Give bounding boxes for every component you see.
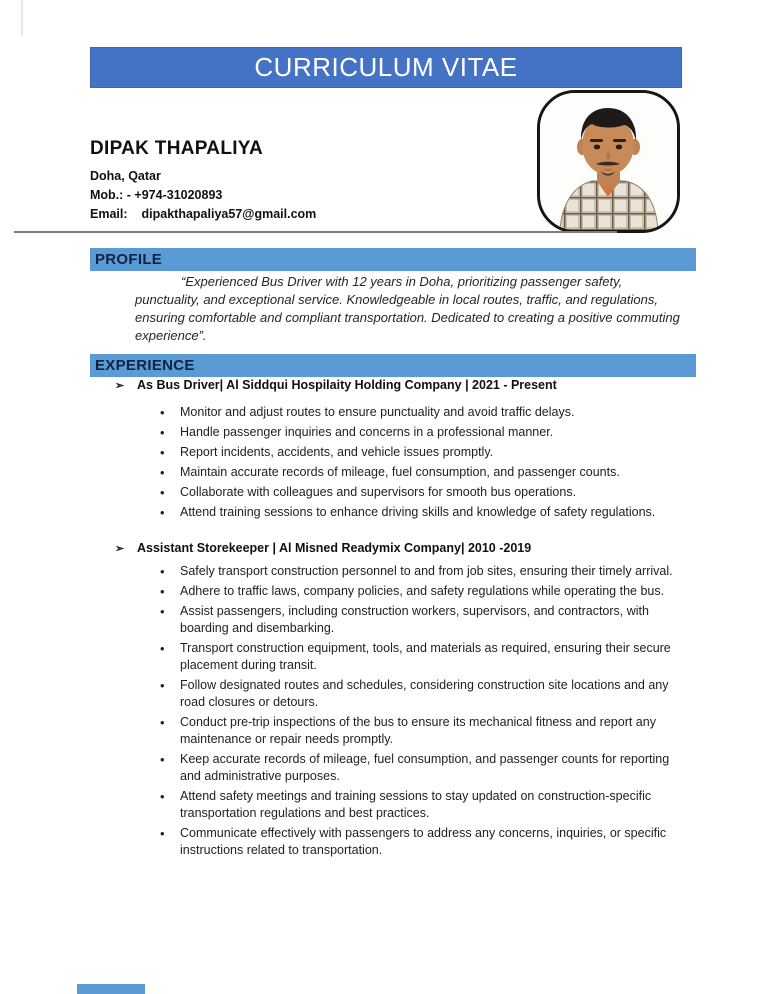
page-title: CURRICULUM VITAE bbox=[254, 52, 518, 82]
bullet-item: • Collaborate with colleagues and supervisors for smooth bus operations. bbox=[160, 485, 577, 500]
bullet-item: • Safely transport construction personnel to and from job sites, ensuring their timely arrival. bbox=[160, 564, 673, 579]
dot-bullet-icon: • bbox=[160, 789, 165, 804]
bullet-item: • Conduct pre-trip inspections of the bus to ensure its mechanical fitness and report any maintenance or repair needs promptly. bbox=[160, 715, 656, 746]
dot-bullet-icon: • bbox=[160, 752, 165, 767]
contact-location: Doha, Qatar bbox=[90, 169, 161, 183]
page-edge-artifact-line bbox=[21, 0, 23, 36]
bullet-item: • Assist passengers, including construction workers, supervisors, and contractors, with boarding and disembarking. bbox=[160, 604, 649, 635]
email-value: dipakthapaliya57@gmail.com bbox=[141, 207, 317, 221]
dot-bullet-icon: • bbox=[160, 604, 165, 619]
contact-mobile: Mob.: - +974-31020893 bbox=[90, 188, 223, 202]
dot-bullet-icon: • bbox=[160, 405, 165, 420]
profile-section-header bbox=[90, 248, 696, 271]
arrow-bullet-icon: ➢ bbox=[115, 380, 125, 392]
dot-bullet-icon: • bbox=[160, 715, 165, 730]
dot-bullet-icon: • bbox=[160, 826, 165, 841]
email-label: Email: bbox=[90, 207, 128, 221]
bullet-item: • Attend safety meetings and training sessions to stay updated on construction-specific transportation regulations and best practices. bbox=[160, 789, 652, 820]
dot-bullet-icon: • bbox=[160, 505, 165, 520]
experience-body bbox=[115, 378, 690, 862]
bullet-item: • Attend training sessions to enhance driving skills and knowledge of safety regulations. bbox=[160, 505, 656, 520]
job-1-bullet-list bbox=[115, 404, 690, 521]
contact-block bbox=[90, 138, 316, 224]
bullet-item: • Monitor and adjust routes to ensure punctuality and avoid traffic delays. bbox=[160, 405, 575, 420]
next-section-bar-cutoff bbox=[77, 984, 145, 994]
bullet-item: • Keep accurate records of mileage, fuel consumption, and passenger counts for reporting and administrative purposes. bbox=[160, 752, 670, 783]
experience-section-header bbox=[90, 354, 696, 377]
dot-bullet-icon: • bbox=[160, 564, 165, 579]
bullet-item: • Follow designated routes and schedules, considering construction site locations and any road closures or detours. bbox=[160, 678, 669, 709]
dot-bullet-icon: • bbox=[160, 485, 165, 500]
job-title-row bbox=[115, 541, 690, 555]
profile-photo bbox=[537, 90, 680, 233]
bullet-item: • Communicate effectively with passengers to address any concerns, inquiries, or specific instructions related to transportation. bbox=[160, 826, 667, 857]
header-divider-line bbox=[14, 231, 617, 233]
dot-bullet-icon: • bbox=[160, 465, 165, 480]
job-title-row bbox=[115, 378, 690, 392]
arrow-bullet-icon: ➢ bbox=[115, 543, 125, 555]
dot-bullet-icon: • bbox=[160, 445, 165, 460]
bullet-item: • Handle passenger inquiries and concerns in a professional manner. bbox=[160, 425, 554, 440]
experience-heading: EXPERIENCE bbox=[95, 357, 195, 374]
dot-bullet-icon: • bbox=[160, 678, 165, 693]
dot-bullet-icon: • bbox=[160, 641, 165, 656]
job-2-title: Assistant Storekeeper | Al Misned Readymix Company| 2010 -2019 bbox=[137, 541, 532, 555]
contact-email-line bbox=[90, 205, 316, 224]
bullet-item: • Maintain accurate records of mileage, fuel consumption, and passenger counts. bbox=[160, 465, 620, 480]
person-name: DIPAK THAPALIYA bbox=[90, 138, 264, 159]
job-1-title: As Bus Driver| Al Siddqui Hospilaity Holding Company | 2021 - Present bbox=[137, 378, 557, 392]
bullet-item: • Transport construction equipment, tools, and materials as required, ensuring their secure placement during transit. bbox=[160, 641, 671, 672]
job-2-bullet-list bbox=[115, 563, 690, 859]
profile-heading: PROFILE bbox=[95, 251, 163, 268]
portrait-photo-illustration bbox=[540, 93, 677, 230]
profile-summary: “Experienced Bus Driver with 12 years in Doha, prioritizing passenger safety, punctuality, and exceptional service. Knowledgeable in local routes, traffic, and regulations, ensuring comfortable and compliant transportation. Dedicated to creating a positive commuting experience”. bbox=[135, 274, 680, 343]
bullet-item: • Adhere to traffic laws, company policies, and safety regulations while operating the bus. bbox=[160, 584, 665, 599]
bullet-item: • Report incidents, accidents, and vehicle issues promptly. bbox=[160, 445, 494, 460]
dot-bullet-icon: • bbox=[160, 425, 165, 440]
title-banner bbox=[90, 47, 682, 88]
dot-bullet-icon: • bbox=[160, 584, 165, 599]
